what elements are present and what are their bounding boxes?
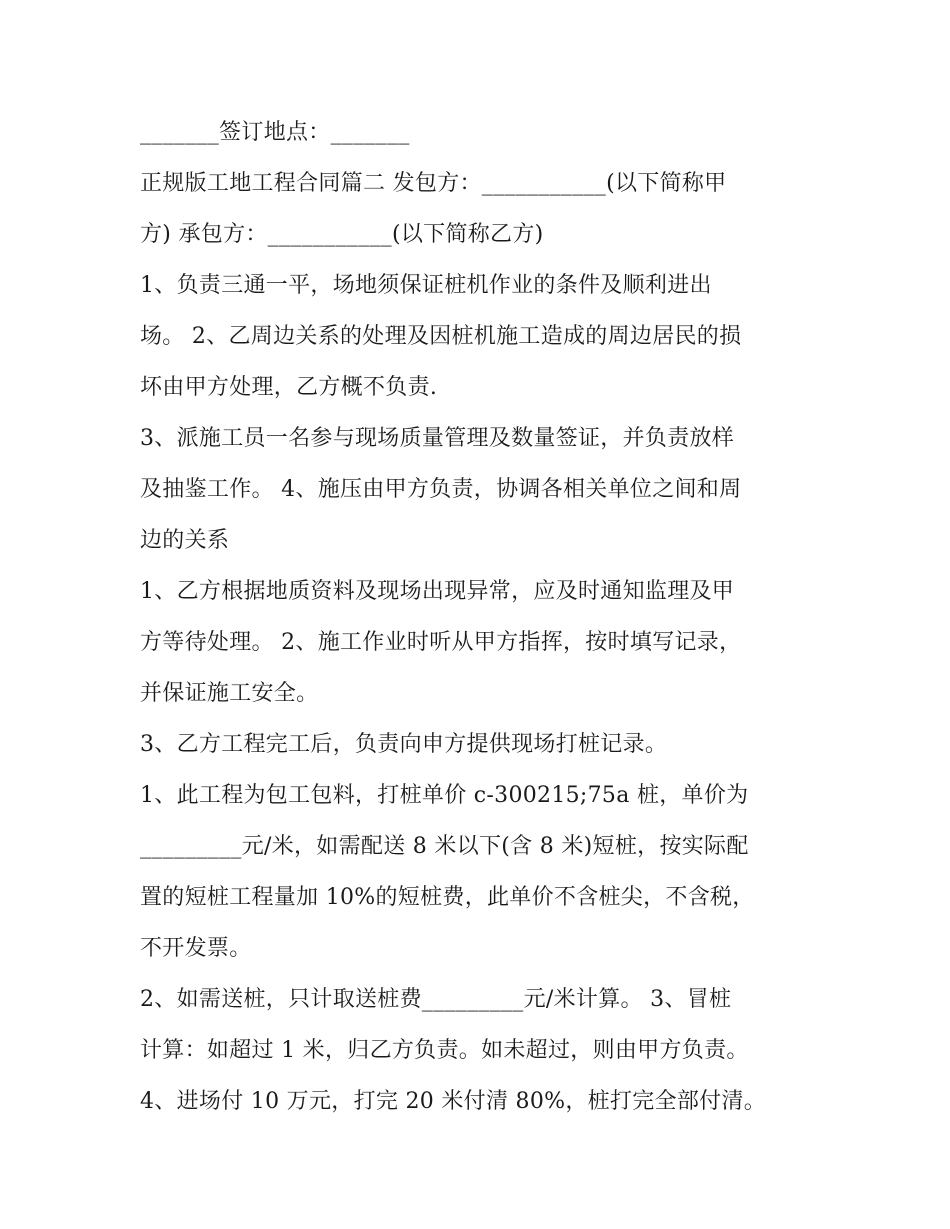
text-line: 2、如需送桩，只计取送桩费_________元/米计算。 3、冒桩 [140,987,732,1012]
text-line: 并保证施工安全。 [140,681,319,706]
text-line: 4、进场付 10 万元，打完 20 米付清 80%，桩打完全部付清。 [140,1089,767,1114]
text-line: 3、派施工员一名参与现场质量管理及数量签证，并负责放样 [140,426,735,451]
text-line: 1、负责三通一平，场地须保证桩机作业的条件及顺利进出 [140,273,712,298]
contract-text-body [140,107,805,1127]
text-line: 3、乙方工程完工后，负责向申方提供现场打桩记录。 [140,732,668,757]
text-line: 1、乙方根据地质资料及现场出现异常，应及时通知监理及甲 [140,579,735,604]
text-line: 坏由甲方处理，乙方概不负责. [140,375,438,400]
text-line: 置的短桩工程量加 10%的短桩费，此单价不含桩尖，不含税， [140,885,755,910]
text-line: 场。 2、乙周边关系的处理及因桩机施工造成的周边居民的损 [140,324,742,349]
text-line: _______签订地点：_______ [140,120,410,145]
text-line: _________元/米，如需配送 8 米以下(含 8 米)短桩，按实际配 [140,834,749,859]
text-line: 计算：如超过 1 米，归乙方负责。如未超过，则由甲方负责。 [140,1038,749,1063]
text-line: 及抽鉴工作。 4、施压由甲方负责，协调各相关单位之间和周 [140,477,742,502]
text-line: 不开发票。 [140,936,252,961]
text-line: 方等待处理。 2、施工作业时听从甲方指挥，按时填写记录， [140,630,742,655]
text-line: 方) 承包方：___________(以下简称乙方) [140,222,544,247]
text-line: 正规版工地工程合同篇二 发包方：___________(以下简称甲 [140,171,727,196]
text-line: 1、此工程为包工包料，打桩单价 c-300215;75a 桩，单价为 [140,783,749,808]
text-line: 边的关系 [140,528,230,553]
